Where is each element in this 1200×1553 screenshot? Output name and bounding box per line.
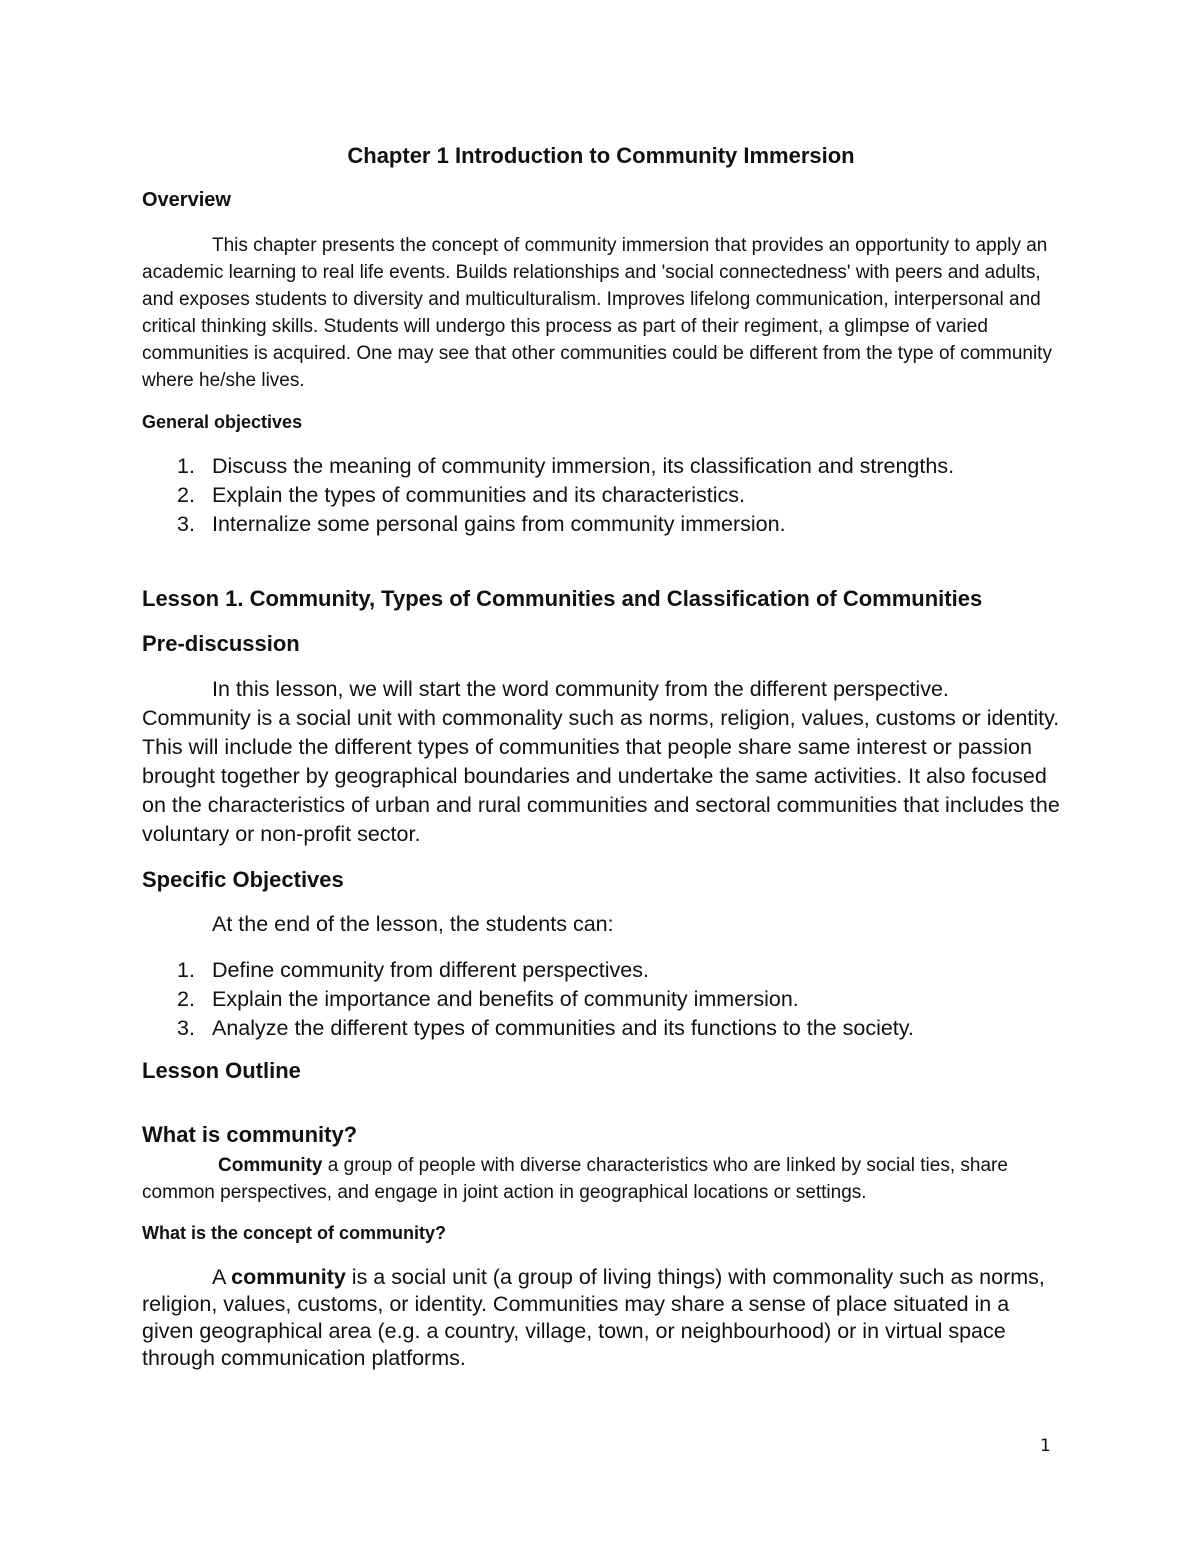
list-item: 2. Explain the types of communities and its characteristics. <box>177 483 745 507</box>
community-term: Community <box>218 1155 323 1176</box>
overview-heading: Overview <box>142 189 231 211</box>
list-item: 1. Define community from different perspectives. <box>177 958 649 982</box>
chapter-title: Chapter 1 Introduction to Community Immersion <box>347 143 855 168</box>
specific-objectives-list <box>142 956 1062 1043</box>
what-is-community-heading: What is community? <box>142 1122 358 1147</box>
list-item: 2. Explain the importance and benefits of community immersion. <box>177 987 799 1011</box>
list-item: 3. Analyze the different types of communities and its functions to the society. <box>177 1016 914 1040</box>
lesson-title: Lesson 1. Community, Types of Communities and Classification of Communities <box>142 586 983 611</box>
general-objectives-list <box>142 452 1062 539</box>
list-item: 3. Internalize some personal gains from community immersion. <box>177 512 786 536</box>
concept-heading: What is the concept of community? <box>142 1223 447 1243</box>
community-definition: Community a group of people with diverse characteristics who are linked by social ties, share common perspectives, and engage in joint action in geographical locations or settings. <box>142 1155 1008 1203</box>
community-term: community <box>231 1265 346 1289</box>
pre-discussion-paragraph: In this lesson, we will start the word community from the different perspective. Community is a social unit with commonality such as norms, religion, values, customs or identity. This will include the different types of communities that people share same interest or passion brought together by geographical boundaries and undertake the same activities. It also focused on the characteristics of urban and rural communities and sectoral communities that includes the voluntary or non-profit sector. <box>142 677 1060 846</box>
specific-objectives-heading: Specific Objectives <box>142 867 344 892</box>
lesson-outline-heading: Lesson Outline <box>142 1058 301 1083</box>
pre-discussion-heading: Pre-discussion <box>142 631 300 656</box>
overview-paragraph: This chapter presents the concept of community immersion that provides an opportunity to apply an academic learning to real life events. Builds relationships and 'social connectedness' with peers and adults, and exposes students to diversity and multiculturalism. Improves lifelong communication, interpersonal and critical thinking skills. Students will undergo this process as part of their regiment, a glimpse of varied communities is acquired. One may see that other communities could be different from the type of community where he/she lives. <box>142 235 1052 391</box>
page-number: 1 <box>1040 1436 1051 1456</box>
concept-paragraph: A community is a social unit (a group of living things) with commonality such as norms, religion, values, customs, or identity. Communities may share a sense of place situated in a given geographical area (e.g. a country, village, town, or neighbourhood) or in virtual space through communication platforms. <box>142 1265 1045 1370</box>
list-item: 1. Discuss the meaning of community immersion, its classification and strengths. <box>177 454 955 478</box>
general-objectives-heading: General objectives <box>142 412 303 432</box>
specific-objectives-intro: At the end of the lesson, the students can: <box>212 912 614 936</box>
